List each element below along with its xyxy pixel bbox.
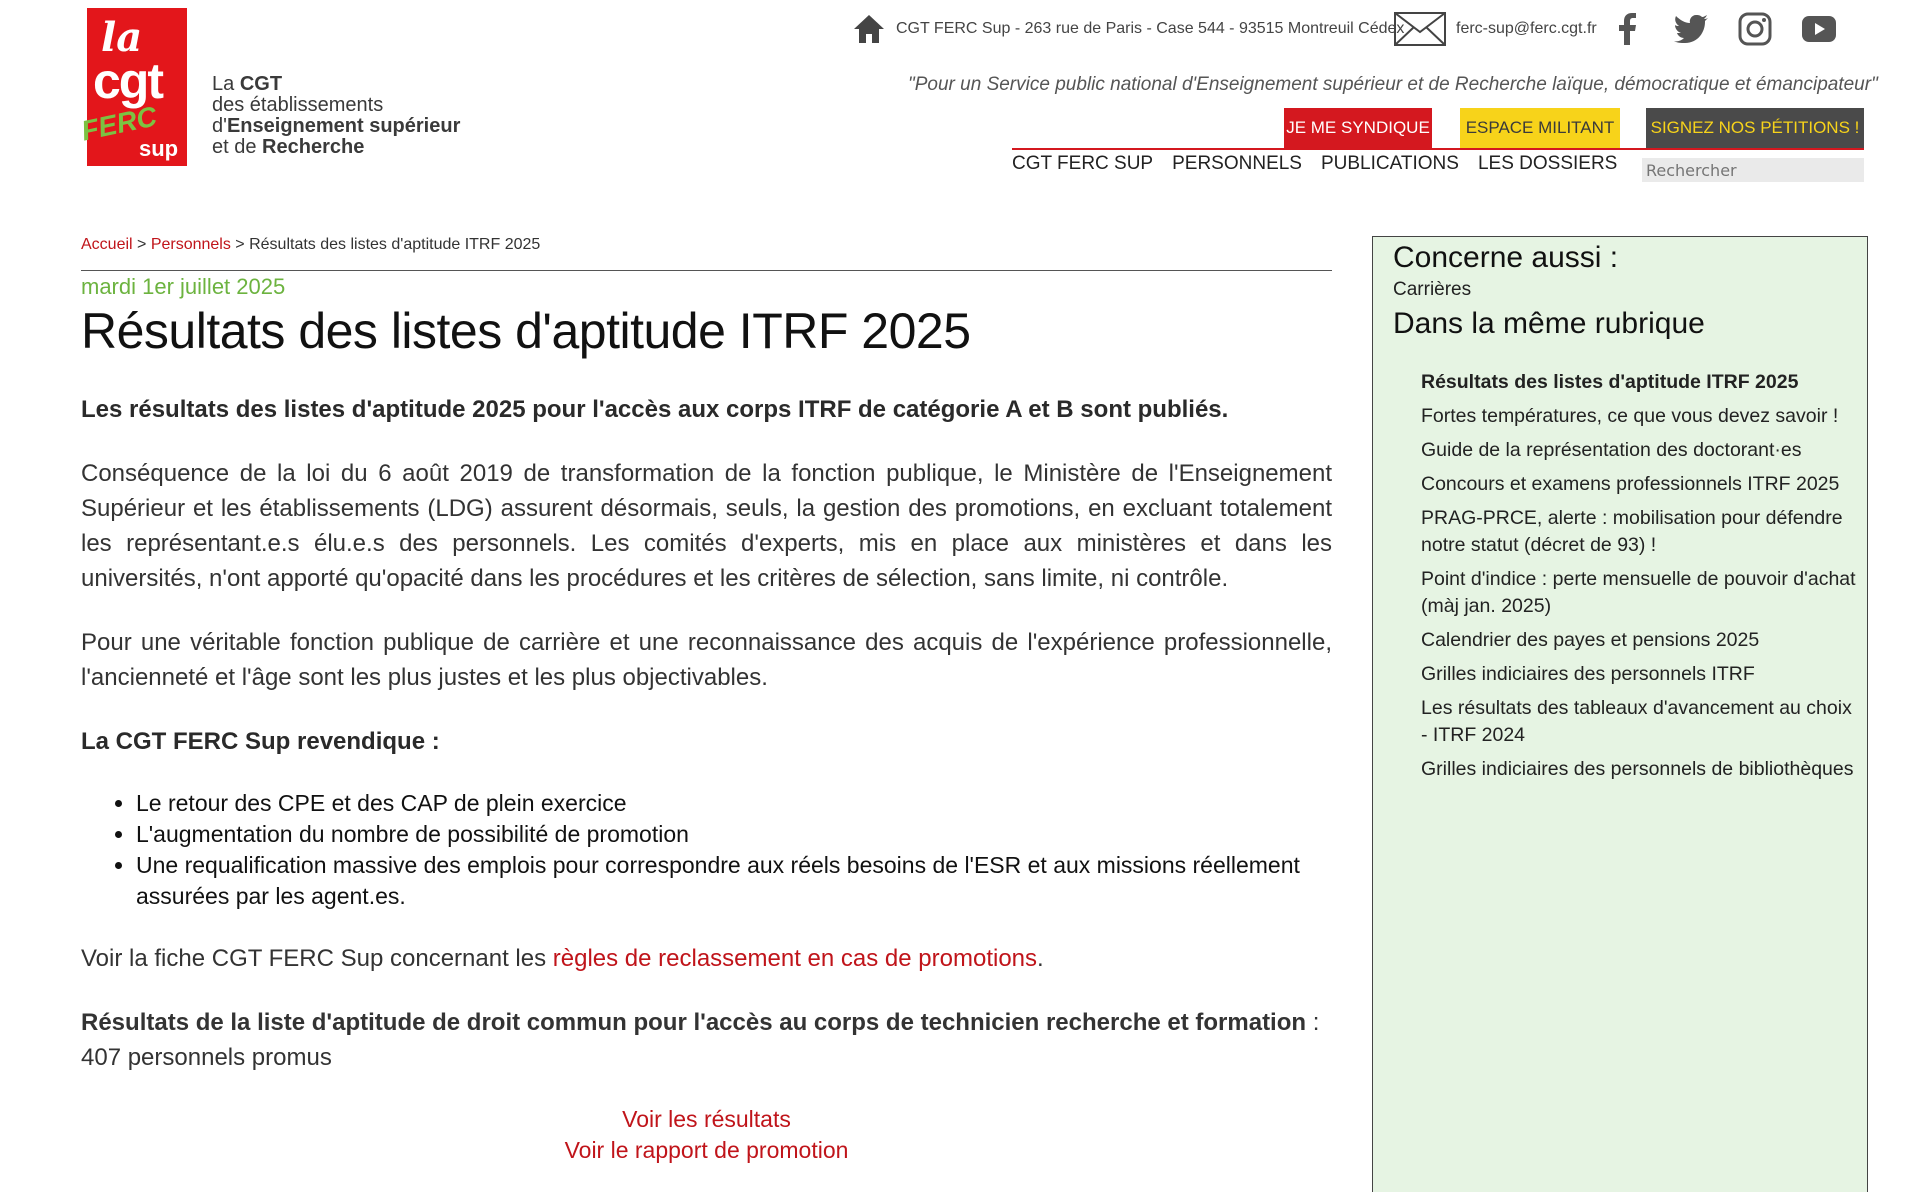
- result-links: [81, 1104, 1332, 1166]
- sidebar: [1372, 236, 1868, 1192]
- sidebar-item[interactable]: Grilles indiciaires des personnels de bibliothèques: [1421, 758, 1854, 780]
- tagline: "Pour un Service public national d'Enseignement supérieur et de Recherche laïque, démocratique et émancipateur": [908, 74, 1878, 95]
- claims-title: La CGT FERC Sup revendique :: [81, 728, 440, 755]
- sidebar-rubrique-title: Dans la même rubrique: [1393, 307, 1705, 340]
- main-nav: [1012, 152, 1636, 176]
- results-colon: :: [1306, 1009, 1320, 1036]
- breadcrumb: [81, 236, 540, 254]
- view-report-link[interactable]: Voir le rapport de promotion: [564, 1137, 849, 1163]
- logo-caption-line3-prefix: d': [212, 115, 227, 137]
- mail-icon: [1394, 12, 1446, 46]
- home-icon: [852, 13, 886, 45]
- list-item: • L'augmentation du nombre de possibilité de promotion: [136, 819, 1332, 850]
- sidebar-item[interactable]: Point d'indice : perte mensuelle de pouvoir d'achat (màj jan. 2025): [1421, 568, 1856, 617]
- logo-caption-line3-strong: Enseignement supérieur: [226, 115, 461, 137]
- article-paragraph: Conséquence de la loi du 6 août 2019 de transformation de la fonction publique, le Ministère de l'Enseignement Supérieur et les établissements (LDG) assurent désormais, seuls, la gestion des promotions, en excluant totalement les représentant.e.s élu.e.s des personnels. Les comités d'experts, mis en place aux ministères et dans les universités, n'ont apporté qu'opacité dans les procédures et les critères de sélection, sans limite, ni contrôle.: [81, 460, 1332, 592]
- nav-item-dossiers[interactable]: LES DOSSIERS: [1477, 153, 1618, 174]
- claims-list: [136, 788, 1332, 912]
- logo-caption-line1-strong: CGT: [239, 73, 283, 95]
- instagram-icon[interactable]: [1738, 12, 1772, 46]
- results-paragraph: [81, 1005, 1332, 1075]
- page-title: Résultats des listes d'aptitude ITRF 2025: [81, 303, 971, 359]
- sidebar-item-current: Résultats des listes d'aptitude ITRF 2025: [1421, 371, 1799, 393]
- breadcrumb-current: Résultats des listes d'aptitude ITRF 2025: [249, 236, 541, 253]
- petitions-button[interactable]: SIGNEZ NOS PÉTITIONS !: [1646, 108, 1864, 148]
- contact-address: [852, 14, 1404, 44]
- fiche-prefix: Voir la fiche CGT FERC Sup concernant les: [81, 945, 553, 972]
- view-results-link[interactable]: Voir les résultats: [622, 1106, 791, 1132]
- social-links: [1610, 12, 1836, 46]
- email-link[interactable]: ferc-sup@ferc.cgt.fr: [1456, 20, 1597, 37]
- sidebar-item[interactable]: Concours et examens professionnels ITRF 2025: [1421, 473, 1840, 495]
- logo-sup: sup: [139, 136, 179, 161]
- fiche-suffix: .: [1037, 945, 1044, 972]
- results-count: 407 personnels promus: [81, 1044, 332, 1071]
- fiche-paragraph: [81, 941, 1332, 976]
- facebook-icon[interactable]: [1610, 12, 1644, 46]
- join-button[interactable]: JE ME SYNDIQUE: [1284, 108, 1432, 148]
- breadcrumb-section[interactable]: Personnels: [150, 236, 231, 253]
- nav-divider: [1012, 148, 1864, 150]
- sidebar-item[interactable]: Les résultats des tableaux d'avancement au choix - ITRF 2024: [1421, 697, 1852, 746]
- sidebar-item[interactable]: Grilles indiciaires des personnels ITRF: [1421, 663, 1755, 685]
- sidebar-rubrique-list: [1421, 369, 1861, 790]
- logo-caption: [212, 74, 460, 158]
- address-text: CGT FERC Sup - 263 rue de Paris - Case 544 - 93515 Montreuil Cédex: [896, 20, 1405, 37]
- search-input[interactable]: [1642, 158, 1864, 182]
- reclassement-link[interactable]: règles de reclassement en cas de promotions: [552, 945, 1038, 972]
- article-body: [81, 392, 1332, 1166]
- breadcrumb-separator: >: [230, 236, 250, 253]
- militant-space-button[interactable]: ESPACE MILITANT: [1460, 108, 1620, 148]
- article-lead: Les résultats des listes d'aptitude 2025 pour l'accès aux corps ITRF de catégorie A et B sont publiés.: [81, 396, 1229, 423]
- contact-email[interactable]: [1394, 14, 1597, 44]
- results-heading: Résultats de la liste d'aptitude de droit commun pour l'accès au corps de technicien recherche et formation: [81, 1009, 1307, 1036]
- title-divider: [81, 270, 1332, 271]
- logo-la: la: [101, 14, 143, 61]
- sidebar-item[interactable]: Calendrier des payes et pensions 2025: [1421, 629, 1760, 651]
- logo-caption-line2: des établissements: [212, 94, 384, 116]
- logo-caption-line1-prefix: La: [212, 73, 240, 95]
- logo-caption-line4-strong: Recherche: [262, 136, 365, 158]
- sidebar-tag-carrieres[interactable]: Carrières: [1393, 279, 1472, 300]
- sidebar-item[interactable]: Guide de la représentation des doctorant·es: [1421, 439, 1802, 461]
- breadcrumb-separator: >: [132, 236, 151, 253]
- sidebar-concerne-title: Concerne aussi :: [1393, 241, 1619, 274]
- sidebar-item[interactable]: Fortes températures, ce que vous devez savoir !: [1421, 405, 1839, 427]
- list-item: • Le retour des CPE et des CAP de plein exercice: [136, 788, 1332, 819]
- twitter-icon[interactable]: [1674, 12, 1708, 46]
- breadcrumb-home[interactable]: Accueil: [81, 236, 133, 253]
- youtube-icon[interactable]: [1802, 12, 1836, 46]
- logo-ferc: FERC: [78, 100, 160, 147]
- nav-item-publications[interactable]: PUBLICATIONS: [1320, 153, 1459, 174]
- sidebar-item[interactable]: PRAG-PRCE, alerte : mobilisation pour défendre notre statut (décret de 93) !: [1421, 507, 1843, 556]
- logo-caption-line4-prefix: et de: [212, 136, 263, 158]
- nav-item-cgt-ferc-sup[interactable]: CGT FERC SUP: [1012, 153, 1154, 174]
- list-item: • Une requalification massive des emplois pour correspondre aux réels besoins de l'ESR et aux missions réellement assurées par les agent.es.: [136, 850, 1332, 912]
- nav-item-personnels[interactable]: PERSONNELS: [1172, 153, 1302, 174]
- logo-cgt: cgt: [93, 53, 162, 109]
- article-date: mardi 1er juillet 2025: [81, 274, 286, 299]
- article-paragraph: Pour une véritable fonction publique de carrière et une reconnaissance des acquis de l'expérience professionnelle, l'ancienneté et l'âge sont les plus justes et les plus objectivables.: [81, 629, 1332, 691]
- site-logo[interactable]: [78, 8, 187, 166]
